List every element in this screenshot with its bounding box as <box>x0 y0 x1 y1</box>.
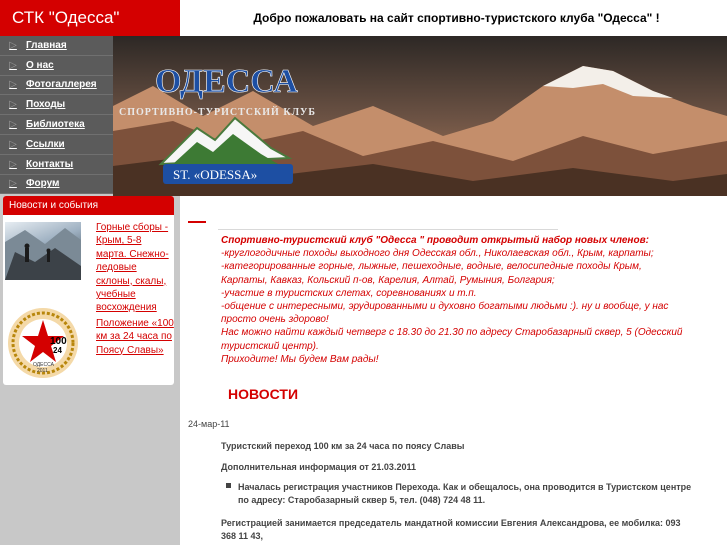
intro-announcement <box>221 234 691 366</box>
news-extra-info: Дополнительная информация от 21.03.2011 <box>221 462 416 472</box>
welcome-message: Добро пожаловать на сайт спортивно-туристского клуба "Одесса" ! <box>253 11 660 25</box>
logo-arc-text: СПОРТИВНО-ТУРИСТСКИЙ КЛУБ <box>119 107 316 118</box>
red-accent-line <box>188 221 206 223</box>
climbers-photo[interactable] <box>5 222 81 280</box>
sidebar-news-panel <box>3 196 174 385</box>
news-link-crimea-camp[interactable]: Горные сборы - Крым, 5-8 марта. Снежно-ледовые склоны, скалы, учебные восхождения <box>96 222 169 314</box>
intro-lead: Спортивно-туристский клуб "Одесса " проводит открытый набор новых членов: <box>221 235 649 246</box>
medal-number: 100 <box>50 336 67 347</box>
news-bullet-text: Началась регистрация участников Перехода. Как и обещалось, она проводится в Туристском центре по адресу: Старобазарный сквер 5, тел. (048) 724 48 11. <box>238 482 692 505</box>
divider <box>218 229 558 230</box>
news-registration: Регистрацией занимается председатель мандатной комиссии Евгения Александрова, ее мобилка: 093 368 11 43, <box>221 518 681 541</box>
intro-line: Приходите! Мы будем Вам рады! <box>221 353 379 365</box>
news-date: 24-мар-11 <box>188 419 230 429</box>
nav-item-gallery[interactable]: ▷ Фотогаллерея <box>0 76 113 96</box>
intro-line: Нас можно найти каждый четверг с 18.30 до 21.30 по адресу Старобазарный сквер, 5 (Одесский туристский центр). <box>221 327 683 352</box>
news-headline: Туристский переход 100 км за 24 часа по поясу Славы <box>221 441 465 451</box>
chevron-right-icon: ▷ <box>9 59 17 71</box>
medal-year: 2011 <box>37 368 48 374</box>
main-nav <box>0 36 113 194</box>
nav-item-links[interactable]: ▷ Ссылки <box>0 135 113 155</box>
nav-item-forum[interactable]: ▷ Форум <box>0 175 113 195</box>
nav-item-contacts[interactable]: ▷ Контакты <box>0 155 113 175</box>
mountain-landscape <box>113 36 727 196</box>
chevron-right-icon: ▷ <box>9 99 17 111</box>
nav-item-trips[interactable]: ▷ Походы <box>0 95 113 115</box>
news-section-title: НОВОСТИ <box>228 386 299 402</box>
chevron-right-icon: ▷ <box>9 158 17 170</box>
nav-item-about[interactable]: ▷ О нас <box>0 56 113 76</box>
chevron-right-icon: ▷ <box>9 138 17 150</box>
logo-title: ОДЕССА <box>155 63 298 100</box>
intro-line: -круглогодичные походы выходного дня Одесская обл., Николаевская обл., Крым, карпаты; <box>221 248 654 260</box>
header-banner <box>113 36 727 196</box>
intro-line: -общение с интересными, эрудированными и духовно богатыми людьми :). ну и вообще, у нас просто очень здорово! <box>221 301 669 326</box>
nav-item-home[interactable]: ▷ Главная <box>0 36 113 56</box>
site-title: СТК "Одесса" <box>0 0 180 36</box>
medal-sub: 24 <box>53 346 62 355</box>
intro-line: -участие в туристских слетах, соревнованиях и т.п. <box>221 287 477 299</box>
chevron-right-icon: ▷ <box>9 79 17 91</box>
bullet-icon <box>226 483 231 488</box>
logo-ribbon: ST. «ODESSA» <box>173 167 258 182</box>
chevron-right-icon: ▷ <box>9 178 17 190</box>
chevron-right-icon: ▷ <box>9 39 17 51</box>
news-link-regulations[interactable]: Положение «100 км за 24 часа по Поясу Славы» <box>96 318 174 356</box>
nav-item-library[interactable]: ▷ Библиотека <box>0 115 113 135</box>
intro-line: -категорированные горные, лыжные, пешеходные, водные, велосипедные походы Крым, Карпаты, Кавказ, Кольский п-ов, Карелия, Алтай, Румыния, Болгария; <box>221 261 642 286</box>
sidebar-news-header: Новости и события <box>3 196 174 215</box>
chevron-right-icon: ▷ <box>9 119 17 131</box>
medal-emblem[interactable] <box>6 306 80 380</box>
medal-city: ОДЕССА <box>33 362 54 368</box>
